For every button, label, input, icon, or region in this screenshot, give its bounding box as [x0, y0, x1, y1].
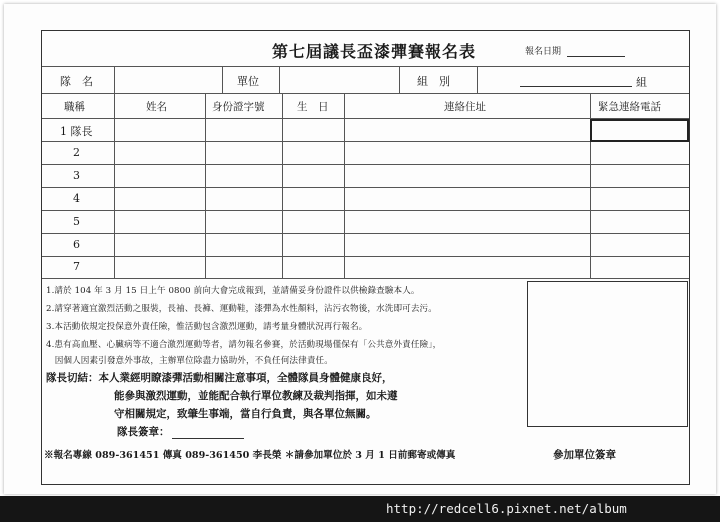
rule [42, 278, 689, 279]
note-item: 2.請穿著適宜激烈活動之服裝，長袖、長褲、運動鞋，漆彈為水性顏料，沾污衣物後，水洗即可去污。 [46, 304, 437, 314]
note-item: 3.本活動依規定投保意外責任險，惟活動包含激烈運動，請考量身體狀況再行報名。 [46, 322, 368, 332]
group-label: 組 別 [417, 75, 450, 88]
col-header-birthday: 生 日 [297, 101, 329, 113]
team-name-field[interactable] [114, 67, 222, 93]
rule [42, 164, 689, 165]
row-label: 4 [73, 192, 80, 205]
team-name-label: 隊 名 [60, 75, 93, 88]
registration-date [525, 44, 625, 57]
row-label: 5 [73, 215, 80, 228]
row-label: 6 [73, 238, 80, 251]
note-item: 4.患有高血壓、心臟病等不適合激烈運動等者，請勿報名參賽，於活動現場僅保有「公共意外責任險」， [46, 340, 442, 350]
unit-field[interactable] [279, 67, 399, 93]
rule [205, 93, 206, 278]
unit-signature-label: 參加單位簽章 [553, 449, 616, 461]
form-title: 第七屆議長盃漆彈賽報名表 [272, 42, 477, 61]
group-field[interactable] [520, 70, 632, 87]
col-header-emergency-phone: 緊急連絡電話 [598, 101, 661, 113]
unit-label: 單位 [237, 75, 259, 88]
rule [399, 66, 400, 93]
watermark-url: http://redcell6.pixnet.net/album [386, 501, 627, 516]
rule [344, 93, 345, 278]
note-item: 因個人因素引發意外事故，主辦單位除盡力協助外，不負任何法律責任。 [46, 356, 333, 366]
captain-declaration-line2: 能參與激烈運動，並能配合執行單位教練及裁判指揮，如未遵 [114, 390, 398, 402]
rule [282, 93, 283, 278]
captain-declaration-line3: 守相關規定，致肇生事端，當自行負責，與各單位無關。 [114, 408, 377, 420]
captain-signature-label: 隊長簽章： [117, 426, 170, 438]
col-header-id: 身份證字號 [212, 101, 265, 113]
rule [222, 66, 223, 93]
row-label: 3 [73, 169, 80, 182]
row-label: 1 隊長 [60, 125, 93, 138]
rule [42, 233, 689, 234]
captain-signature [117, 424, 244, 439]
unit-signature-box[interactable] [527, 281, 688, 427]
captain-signature-field[interactable] [172, 428, 244, 439]
contact-line: ※報名專線 089-361451 傳真 089-361450 李長榮 ＊請參加單位於 3 月 1 日前郵寄或傳真 [44, 450, 456, 461]
registration-date-field[interactable] [567, 47, 625, 57]
emergency-phone-cell-selected[interactable] [590, 119, 689, 142]
group-suffix: 組 [636, 76, 647, 89]
rule [42, 210, 689, 211]
note-item: 1.請於 104 年 3 月 15 日上午 0800 前向大會完成報到，並請備妥身份證件以供檢錄查驗本人。 [46, 286, 420, 296]
col-header-title: 職稱 [64, 101, 85, 113]
row-label: 2 [73, 146, 80, 159]
rule [477, 66, 478, 93]
registration-date-label: 報名日期 [525, 47, 562, 57]
watermark-bar [0, 496, 720, 522]
captain-declaration-line1: 隊長切結：本人業經明瞭漆彈活動相關注意事項，全體隊員身體健康良好， [46, 372, 393, 384]
rule [42, 93, 689, 94]
col-header-address: 連絡住址 [444, 101, 486, 113]
rule [42, 187, 689, 188]
col-header-name: 姓名 [146, 101, 167, 113]
row-label: 7 [73, 260, 80, 273]
rule [114, 93, 115, 278]
registration-form [41, 30, 690, 485]
rule [42, 256, 689, 257]
